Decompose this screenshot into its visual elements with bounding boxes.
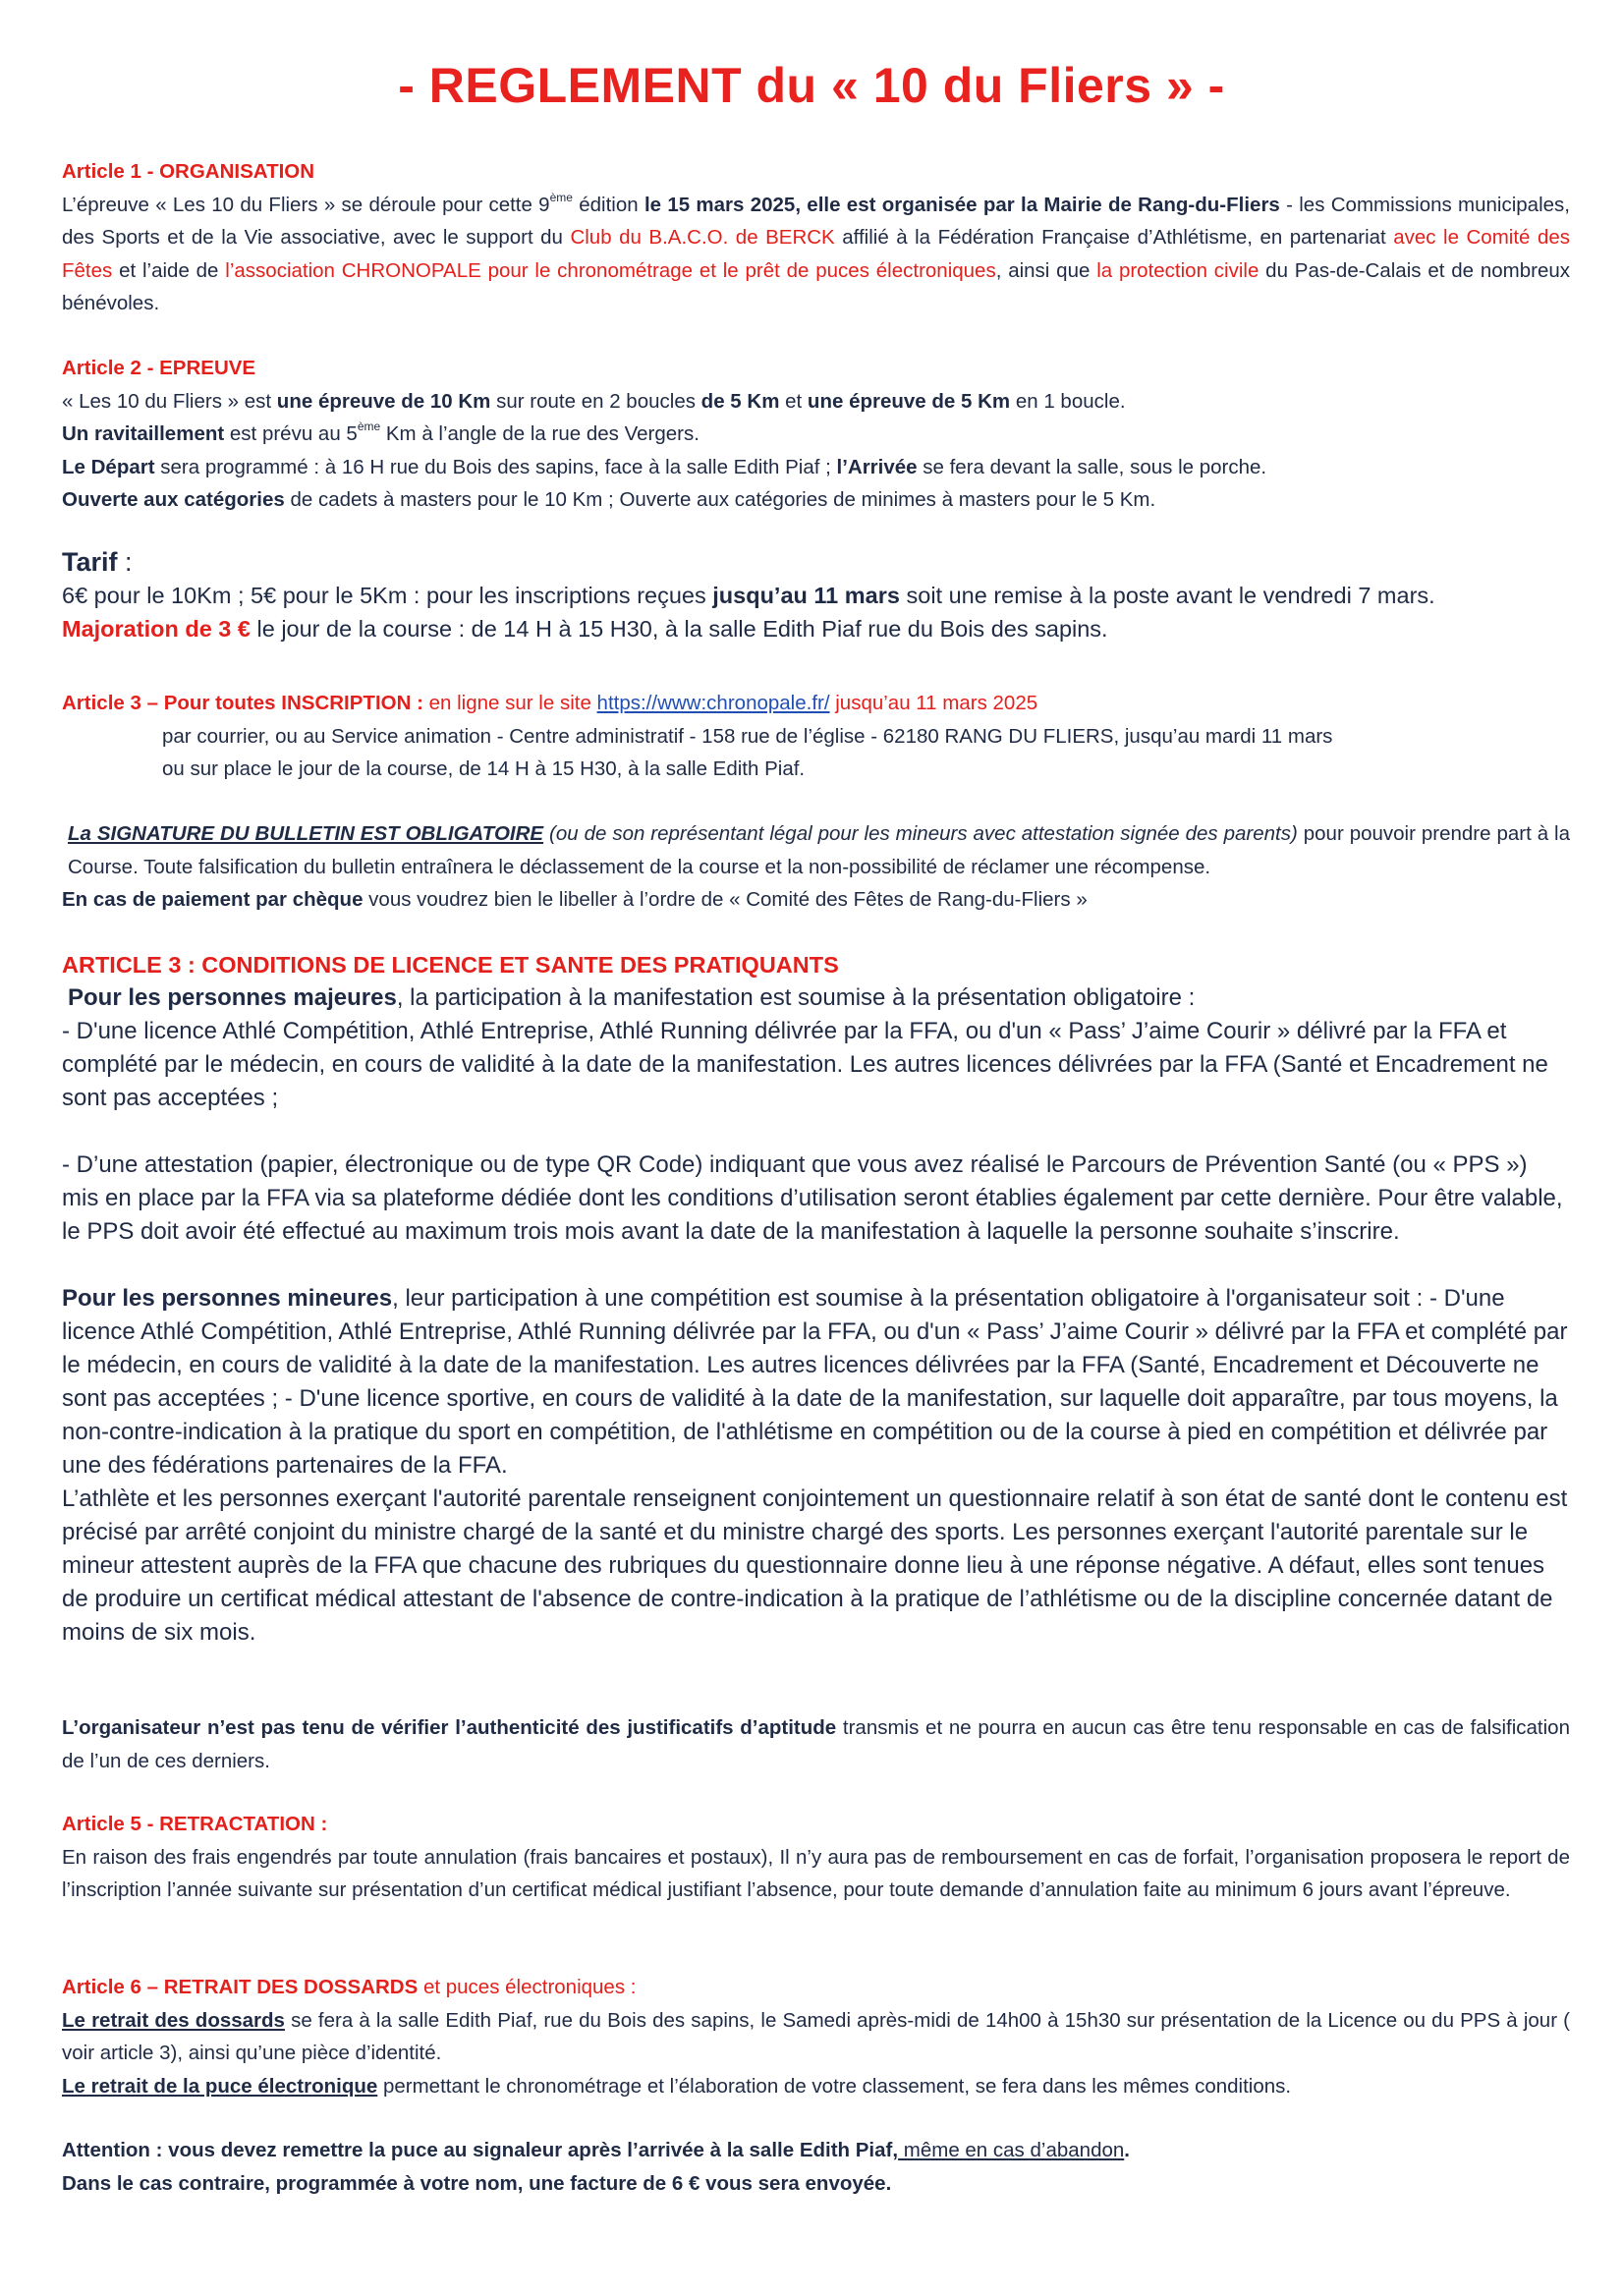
signature-section bbox=[62, 817, 1570, 917]
questionnaire-text: L’athlète et les personnes exerçant l'autorité parentale renseignent conjointement un questionnaire relatif à son état de santé dont le contenu est précisé par arrêté conjoint du ministre chargé de la santé et du ministre chargé des sports. Les personnes exerçant l'autorité parentale sur le mineur attestent auprès de la FFA que chacune des rubriques du questionnaire donne lieu à une réponse négative. A défaut, elles sont tenues de produire un certificat médical attestant de l'absence de contre-indication à la pratique de l’athlétisme ou de la discipline concernée datant de moins de six mois. bbox=[62, 1485, 1568, 1646]
text-bold-underline: Le retrait de la puce électronique bbox=[62, 2074, 378, 2098]
text-bold: l’Arrivée bbox=[836, 455, 918, 478]
text-bold: une épreuve de 10 Km bbox=[276, 389, 491, 413]
organisateur-section bbox=[62, 1711, 1570, 1777]
page-title: - REGLEMENT du « 10 du Fliers » - bbox=[398, 58, 1225, 113]
article-1-heading: Article 1 - ORGANISATION bbox=[62, 160, 315, 183]
text-bold: de 5 Km bbox=[700, 389, 780, 413]
text-bold: Le Départ bbox=[62, 455, 155, 478]
article-5-heading: Article 5 - RETRACTATION : bbox=[62, 1813, 328, 1835]
article-3-inscription-section bbox=[62, 687, 1570, 786]
art1-date-organiser: le 15 mars 2025, elle est organisée par la Mairie de Rang-du-Fliers bbox=[644, 193, 1280, 216]
retrait-puce bbox=[62, 2070, 1570, 2103]
article-6-heading: Article 6 – RETRAIT DES DOSSARDS bbox=[62, 1976, 419, 1998]
retrait-dossards bbox=[62, 2004, 1570, 2070]
article-6-heading-line bbox=[62, 1971, 1570, 2004]
text-bold: . bbox=[1124, 2139, 1130, 2161]
article-2-line bbox=[62, 385, 1570, 419]
article-3-heading-line bbox=[62, 687, 1570, 720]
text-bold-underline: Le retrait des dossards bbox=[62, 2008, 285, 2032]
text-bold: Pour les personnes mineures bbox=[62, 1285, 393, 1312]
text: pour pouvoir prendre part à la Course. Toute falsification du bulletin entraînera le déclassement de la course et la non-possibilité de réclamer une récompense. bbox=[68, 822, 1571, 878]
article-1-section bbox=[62, 155, 1570, 320]
text: jusqu’au 11 mars 2025 bbox=[829, 692, 1038, 714]
article-5-text: En raison des frais engendrés par toute annulation (frais bancaires et postaux), Il n’y aura pas de remboursement en cas de forfait, l’organisation proposera le report de l’inscription l’année suivante sur présentation d’un certificat médical justifiant l’absence, pour toute demande d’annulation faite au minimum 6 jours avant l’épreuve. bbox=[62, 1845, 1570, 1901]
text-bold: Pour les personnes majeures bbox=[68, 984, 397, 1011]
art1-protection-civile: la protection civile bbox=[1096, 258, 1259, 282]
art1-text-part: affilié à la Fédération Française d’Athlétisme, en partenariat bbox=[834, 226, 1394, 249]
art1-text-part: - les Commissions municipales, des Sports et de la Vie associative, avec le support du bbox=[62, 193, 1570, 249]
text: se fera à la salle Edith Piaf, rue du Bois des sapins, le Samedi après-midi de 14h00 à 15h30 sur présentation de la Licence ou du PPS à jour ( voir article 3), ainsi qu’une pièce d’identité. bbox=[62, 2008, 1571, 2064]
article-2-heading: Article 2 - EPREUVE bbox=[62, 357, 256, 379]
text: , leur participation à une compétition est soumise à la présentation obligatoire à l'organisateur soit : - D'une licence Athlé Compétition, Athlé Entreprise, Athlé Running délivrée par la FFA, ou d'un « Pass’ J’aime Courir » délivré par la FFA et complété par le médecin, en cours de validité à la date de la manifestation. Les autres licences délivrées par la FFA (Santé, Encadrement et Découverte ne sont pas acceptées ; - D'une licence sportive, en cours de validité à la date de la manifestation, sur laquelle doit apparaître, par tous moyens, la non-contre-indication à la pratique du sport en compétition, de l'athlétisme en compétition ou de la course à pied en compétition et délivrée par une des fédérations partenaires de la FFA. bbox=[62, 1285, 1568, 1479]
organisateur-text bbox=[62, 1711, 1570, 1777]
text-bold: Attention : vous devez remettre la puce au signaleur après l’arrivée à la salle Edith Piaf, bbox=[62, 2139, 899, 2161]
tarif-section bbox=[62, 545, 1570, 645]
mineures-text bbox=[62, 1282, 1570, 1483]
tarif-heading-line bbox=[62, 545, 1570, 579]
text: vous voudrez bien le libeller à l’ordre de « Comité des Fêtes de Rang-du-Fliers » bbox=[363, 888, 1088, 911]
article-2-line bbox=[62, 483, 1570, 517]
art1-text-part: du Pas-de-Calais et de nombreux bénévoles. bbox=[62, 258, 1570, 314]
article-1-text bbox=[62, 189, 1570, 320]
text: , la participation à la manifestation est soumise à la présentation obligatoire : bbox=[396, 984, 1196, 1011]
text: de cadets à masters pour le 10 Km ; Ouverte aux catégories de minimes à masters pour le 5 Km. bbox=[284, 488, 1156, 511]
text: en ligne sur le site bbox=[422, 692, 597, 714]
art1-club: Club du B.A.C.O. de BERCK bbox=[570, 226, 835, 249]
art1-comite: avec le Comité des Fêtes bbox=[62, 226, 1570, 282]
text: en 1 boucle. bbox=[1010, 389, 1126, 413]
text-underline: même en cas d’abandon bbox=[898, 2139, 1125, 2161]
art1-text-part: L’épreuve « Les 10 du Fliers » se déroule pour cette 9 bbox=[62, 193, 550, 216]
text-bold: une épreuve de 5 Km bbox=[807, 389, 1011, 413]
attention-line bbox=[62, 2134, 1570, 2167]
text-bold: jusqu’au 11 mars bbox=[712, 583, 900, 608]
art1-text-part: et l’aide de bbox=[112, 258, 226, 282]
art1-chronopale: l’association CHRONOPALE pour le chronométrage et le prêt de puces électroniques bbox=[225, 258, 996, 282]
text: soit une remise à la poste avant le vendredi 7 mars. bbox=[899, 583, 1435, 608]
majoration: Majoration de 3 € bbox=[62, 616, 251, 642]
text: sera programmé : à 16 H rue du Bois des sapins, face à la salle Edith Piaf ; bbox=[154, 455, 837, 478]
superscript: ème bbox=[357, 420, 381, 434]
text-italic: (ou de son représentant légal pour les mineurs avec attestation signée des parents) bbox=[543, 822, 1298, 845]
licence-heading: ARTICLE 3 : CONDITIONS DE LICENCE ET SANTE DES PRATIQUANTS bbox=[62, 952, 839, 978]
signature-obligatoire: La SIGNATURE DU BULLETIN EST OBLIGATOIRE bbox=[68, 822, 544, 845]
majeures-licence: - D'une licence Athlé Compétition, Athlé Entreprise, Athlé Running délivrée par la FFA, ou d'un « Pass’ J’aime Courir » délivré par la FFA et complété par le médecin, en cours de validité à la date de la manifestation. Les autres licences délivrées par la FFA (Santé et Encadrement ne sont pas acceptées ; bbox=[62, 1018, 1548, 1111]
attention-section bbox=[62, 2134, 1570, 2200]
tarif-line bbox=[62, 612, 1570, 645]
article-3-heading: Article 3 – Pour toutes INSCRIPTION : bbox=[62, 692, 423, 714]
art1-text-part: , ainsi que bbox=[995, 258, 1097, 282]
text: se fera devant la salle, sous le porche. bbox=[917, 455, 1267, 478]
tarif-line bbox=[62, 579, 1570, 612]
inscription-sur-place: ou sur place le jour de la course, de 14 H à 15 H30, à la salle Edith Piaf. bbox=[162, 757, 806, 780]
article-2-line bbox=[62, 418, 1570, 451]
text: transmis et ne pourra en aucun cas être tenu responsable en cas de falsification de l’un de ces derniers. bbox=[62, 1716, 1570, 1772]
pps-text: - D’une attestation (papier, électronique ou de type QR Code) indiquant que vous avez réalisé le Parcours de Prévention Santé (ou « PPS ») mis en place par la FFA via sa plateforme dédiée dont les conditions d’utilisation seront établies également par cette dernière. Pour être valable, le PPS doit avoir été effectué au maximum trois mois avant la date de la manifestation à laquelle la personne souhaite s’inscrire. bbox=[62, 1151, 1563, 1245]
text: est prévu au 5 bbox=[224, 422, 358, 445]
tarif-heading: Tarif bbox=[62, 547, 118, 577]
article-2-line bbox=[62, 451, 1570, 484]
facture-line: Dans le cas contraire, programmée à votre nom, une facture de 6 € vous sera envoyée. bbox=[62, 2171, 892, 2195]
licence-section bbox=[62, 948, 1570, 1650]
article-2-section bbox=[62, 352, 1570, 517]
cheque-text bbox=[62, 883, 1570, 917]
text: « Les 10 du Fliers » est bbox=[62, 389, 277, 413]
inscription-courrier: par courrier, ou au Service animation - Centre administratif - 158 rue de l’église - 62180 RANG DU FLIERS, jusqu’au mardi 11 mars bbox=[162, 724, 1333, 748]
text-bold: L’organisateur n’est pas tenu de vérifier l’authenticité des justificatifs d’aptitude bbox=[62, 1716, 837, 1739]
article-5-section bbox=[62, 1808, 1570, 1907]
art1-text-part: édition bbox=[572, 193, 644, 216]
text: sur route en 2 boucles bbox=[490, 389, 701, 413]
text: 6€ pour le 10Km ; 5€ pour le 5Km : pour les inscriptions reçues bbox=[62, 583, 713, 608]
article-6-section bbox=[62, 1971, 1570, 2102]
art1-superscript: ème bbox=[549, 190, 573, 204]
text-bold: Ouverte aux catégories bbox=[62, 488, 285, 511]
text: : bbox=[117, 547, 133, 577]
text: et bbox=[779, 389, 808, 413]
text: Km à l’angle de la rue des Vergers. bbox=[380, 422, 700, 445]
text: le jour de la course : de 14 H à 15 H30, à la salle Edith Piaf rue du Bois des sapins. bbox=[250, 616, 1108, 642]
text: permettant le chronométrage et l’élaboration de votre classement, se fera dans les mêmes conditions. bbox=[377, 2074, 1292, 2098]
text-bold: En cas de paiement par chèque bbox=[62, 888, 364, 911]
signature-text bbox=[62, 817, 1570, 883]
text-bold: Un ravitaillement bbox=[62, 422, 225, 445]
chronopale-link[interactable]: https://www:chronopale.fr/ bbox=[596, 692, 830, 714]
majeures-line bbox=[62, 981, 1570, 1015]
text: et puces électroniques : bbox=[418, 1976, 637, 1998]
